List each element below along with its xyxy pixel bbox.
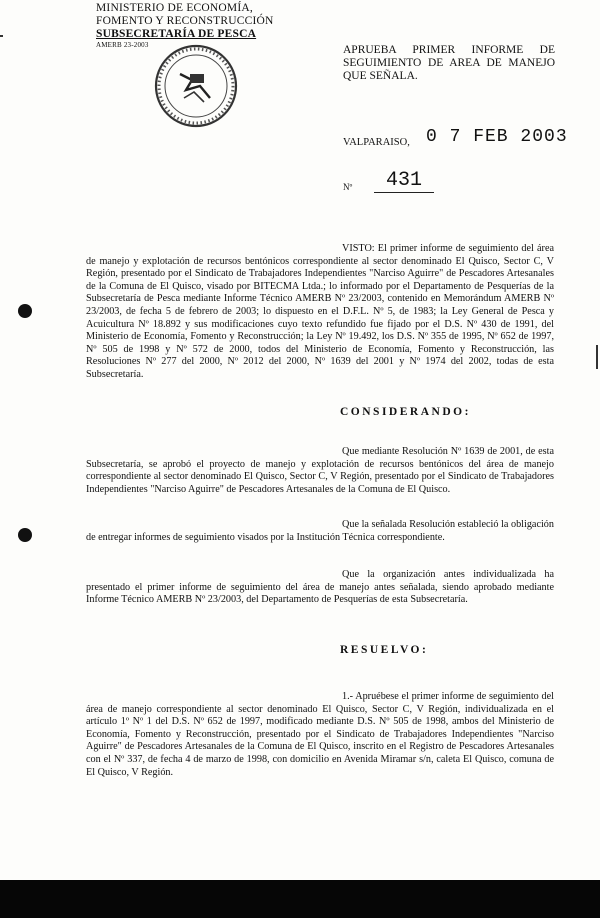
considerando-paragraph-3: Que la organización antes individualizada ha presentado el primer informe de seguimiento del área de manejo antes señalada, siendo aprobado mediante Informe Técnico AMERB Nº 23/2003, del Departamento de Pesquerías de esta Subsecretaría. (86, 569, 554, 606)
scan-edge-mark-left (0, 35, 3, 37)
ministry-line-2: FOMENTO Y RECONSTRUCCIÓN (96, 15, 274, 27)
place-label: VALPARAISO, (343, 137, 410, 148)
punch-hole-top (18, 304, 32, 318)
visto-paragraph: VISTO: El primer informe de seguimiento del área de manejo y explotación de recursos bentónicos correspondiente al sector denominado El Quisco, Sector C, V Región, presentado por el Sindicato de Trabajadores Independientes "Narciso Aguirre" de Pescadores Artesanales de la Comuna de El Quisco, visado por BITECMA Ltda.; lo informado por el Departamento de Pesquerías de la Subsecretaría de Pesca mediante Informe Técnico AMERB Nº 23/2003, contenido en Memorándum AMERB Nº 23/2003, de fecha 5 de febrero de 2003; lo dispuesto en el D.F.L. Nº 5, de 1983; la Ley General de Pesca y Acuicultura Nº 18.892 y sus modificaciones cuyo texto refundido fue fijado por el D.S. Nº 430 de 1991, del Ministerio de Economía, Fomento y Reconstrucción; la Ley Nº 19.492, los D.S. Nº 355 de 1995, Nº 652 de 1997, Nº 505 de 1998 y Nº 572 de 2000, todos del Ministerio de Economía, Fomento y Reconstrucción, las Resoluciones Nº 277 del 2000, Nº 2012 del 2000, Nº 1639 del 2001 y Nº 1974 del 2002, todas de esta Subsecretaría. (86, 243, 554, 380)
resolution-number: 431 (374, 170, 434, 193)
resuelvo-paragraph-1: 1.- Apruébese el primer informe de seguimiento del área de manejo correspondiente al sector denominado El Quisco, Sector C, V Región, individualizada en el artículo 1º Nº 1 del D.S. Nº 652 de 1997, modificado mediante D.S. Nº 505 de 1998, ambos del Ministerio de Economía, Fomento y Reconstrucción, presentado por el Sindicato de Trabajadores Independientes "Narciso Aguirre" de Pescadores Artesanales de la Comuna de El Quisco, inscrito en el Registro de Pescadores Artesanales con el Nº 337, de fecha 4 de marzo de 1998, con domicilio en Avenida Miramar s/n, caleta El Quisco, comuna de El Quisco, V Región. (86, 691, 554, 778)
reference-code: AMERB 23-2003 (96, 41, 149, 49)
resolution-date: 0 7 FEB 2003 (426, 127, 568, 147)
scan-border-bottom (0, 880, 600, 918)
scan-edge-mark (596, 345, 598, 369)
resolution-subject: APRUEBA PRIMER INFORME DE SEGUIMIENTO DE AREA DE MANEJO QUE SEÑALA. (343, 44, 555, 82)
resuelvo-heading: RESUELVO: (340, 644, 429, 656)
official-stamp (150, 40, 242, 132)
punch-hole-bottom (18, 528, 32, 542)
number-label: Nº (343, 182, 353, 192)
considerando-paragraph-1: Que mediante Resolución Nº 1639 de 2001, de esta Subsecretaría, se aprobó el proyecto de manejo y explotación de recursos bentónicos del área de manejo correspondiente al sector denominado El Quisco, Sector C, V Región, presentado por el Sindicato de Trabajadores Independientes "Narciso Aguirre" de Pescadores Artesanales de la Comuna de El Quisco. (86, 446, 554, 495)
considerando-paragraph-2: Que la señalada Resolución estableció la obligación de entregar informes de seguimiento visados por la Institución Técnica correspondiente. (86, 519, 554, 543)
subsecretaria-line: SUBSECRETARÍA DE PESCA (96, 28, 257, 40)
considerando-heading: CONSIDERANDO: (340, 406, 471, 418)
ministry-line-1: MINISTERIO DE ECONOMÍA, (96, 2, 253, 14)
